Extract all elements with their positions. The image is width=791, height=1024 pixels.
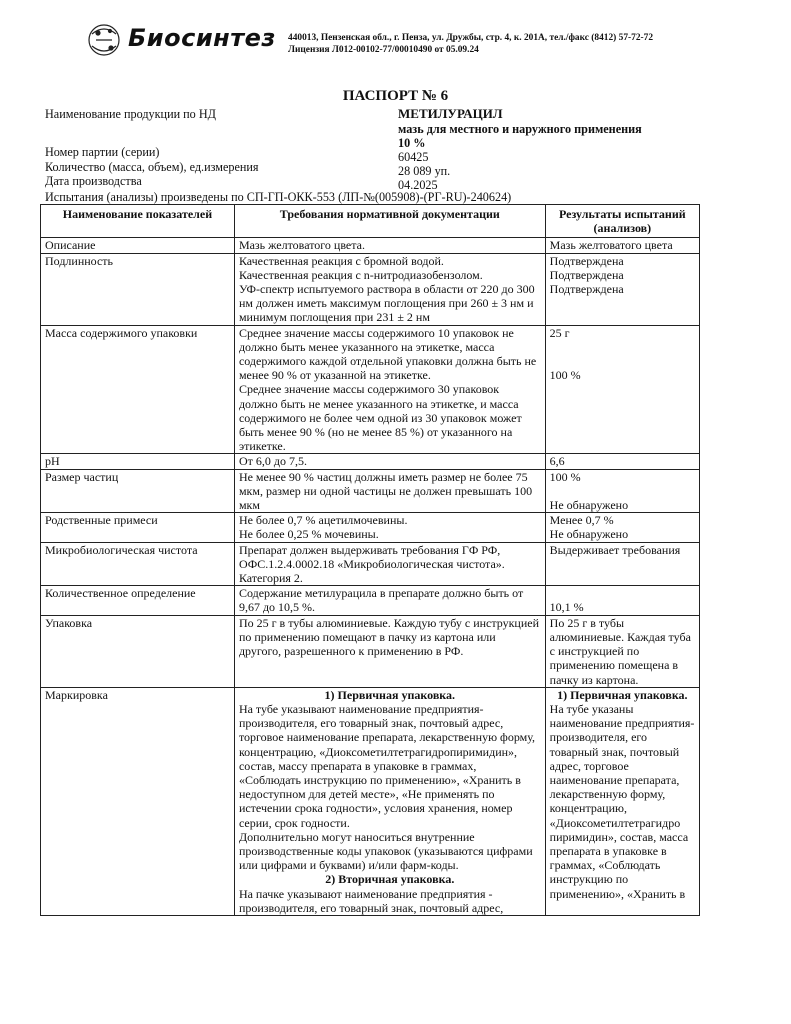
header-indicator: Наименование показателей <box>41 205 235 238</box>
requirement-line: УФ-спектр испытуемого раствора в области от 220 до 300 нм должен иметь максимум поглощения при 260 ± 3 нм и минимум поглощения при 231 ± 2 нм <box>238 282 535 325</box>
table-row <box>41 325 700 454</box>
requirement-line: Не более 0,7 % ацетилмочевины. <box>238 513 408 528</box>
row-name: Размер частиц <box>41 469 235 513</box>
header-results: Результаты испытаний (анализов) <box>545 205 699 238</box>
row-name: Упаковка <box>41 615 235 687</box>
company-address-block <box>288 32 653 56</box>
result-line: 100 % <box>549 367 581 382</box>
result-line: 25 г <box>549 325 570 340</box>
header-requirements: Требования нормативной документации <box>234 205 545 238</box>
row-requirement <box>234 513 545 542</box>
table-row <box>41 542 700 586</box>
product-label: Наименование продукции по НД <box>45 107 216 121</box>
table-row <box>41 615 700 687</box>
row-result <box>545 253 699 325</box>
quantity-label: Количество (масса, объем), ед.измерения <box>45 160 259 174</box>
table-row <box>41 687 700 915</box>
row-requirement <box>234 325 545 454</box>
row-name: Количественное определение <box>41 586 235 615</box>
test-results-table <box>40 204 700 916</box>
result-line: Подтверждена <box>549 267 624 282</box>
company-license: Лицензия Л012-00102-77/00010490 от 05.09.24 <box>288 45 479 55</box>
quantity-value: 28 089 уп. <box>398 164 451 178</box>
result-line: 100 % <box>549 469 581 484</box>
row-result <box>545 469 699 513</box>
result-line: Не обнаружено <box>549 527 629 542</box>
table-row <box>41 586 700 615</box>
company-address: 440013, Пензенская обл., г. Пенза, ул. Дружбы, стр. 4, к. 201А, тел./факс (8412) 57-72-72 <box>288 33 654 43</box>
row-requirement: Не менее 90 % частиц должны иметь размер не более 75 мкм, размер ни одной частицы не должен превышать 100 мкм <box>234 469 545 513</box>
requirement-line: Не более 0,25 % мочевины. <box>238 527 379 542</box>
row-result: По 25 г в тубы алюминиевые. Каждая туба с инструкцией по применению помещена в пачку из картона. <box>545 615 699 687</box>
product-form: мазь для местного и наружного применения <box>398 122 642 136</box>
table-row <box>41 454 700 469</box>
row-name: Описание <box>41 238 235 253</box>
section-heading: 2) Вторичная упаковка. <box>325 872 455 887</box>
result-line: Подтверждена <box>549 253 624 268</box>
row-requirement <box>234 687 545 915</box>
table-row <box>41 469 700 513</box>
requirement-paragraph: Дополнительно могут наноситься внутренние производственные коды упаковок (указываются цифрами или цифрами и буквами) и/или фарм-коды. <box>238 829 533 873</box>
row-requirement: Препарат должен выдерживать требования ГФ РФ, ОФС.1.2.4.0002.18 «Микробиологическая чистота». Категория 2. <box>234 542 545 586</box>
row-name: Микробиологическая чистота <box>41 542 235 586</box>
row-name: Подлинность <box>41 253 235 325</box>
table-row <box>41 513 700 542</box>
row-name: Родственные примеси <box>41 513 235 542</box>
row-result: Выдерживает требования <box>545 542 699 586</box>
result-paragraph: На тубе указаны наименование предприятия-производителя, его товарный знак, почтовый адрес, торговое наименование препарата, лекарственную форму, концентрацию, «Диоксометилтетрагидро пиримидин», состав, масса препарата в упаковке в граммах, «Соблюдать инструкцию по применению», «Хранить в <box>549 701 695 901</box>
requirement-paragraph: На тубе указывают наименование предприятия-производителя, его товарный знак, почтовый адрес, торговое наименование препарата, лекарственную форму, концентрацию, «Диоксометилтетрагидропиримидин», состав, массу препарата в упаковке в граммах, «Соблюдать инструкцию по применению», «Хранить в недоступном для детей месте», «Не применять по истечении срока годности», условия хранения, номер серии, срок годности. <box>238 701 536 830</box>
logo-text: Биосинтез <box>128 24 276 52</box>
passport-title: ПАСПОРТ № 6 <box>342 88 449 104</box>
row-name: Масса содержимого упаковки <box>41 325 235 454</box>
tests-line: Испытания (анализы) произведены по СП-ГП-ОКК-553 (ЛП-№(005908)-(РГ-RU)-240624) <box>45 190 512 204</box>
row-result <box>545 586 699 615</box>
table-row <box>41 253 700 325</box>
row-requirement: От 6,0 до 7,5. <box>234 454 545 469</box>
row-requirement: По 25 г в тубы алюминиевые. Каждую тубу с инструкцией по применению помещают в пачку из картона или другого, разрешенного к применению в РФ. <box>234 615 545 687</box>
row-result <box>545 325 699 454</box>
product-concentration: 10 % <box>398 136 426 150</box>
table-header-row <box>41 205 700 238</box>
result-line: Не обнаружено <box>549 497 629 512</box>
requirement-line: Среднее значение массы содержимого 30 упаковок должно быть не менее указанного на этикетке, и масса содержимого не более чем одной из 30 упаковок может быть менее 90 % (но не менее 85 %) от указанного на этикетке. <box>238 382 522 454</box>
table-row <box>41 238 700 253</box>
row-requirement <box>234 253 545 325</box>
requirement-line: Качественная реакция с n-нитродиазобензолом. <box>238 267 483 282</box>
row-requirement: Содержание метилурацила в препарате должно быть от 9,67 до 10,5 %. <box>234 586 545 615</box>
production-date-value: 04.2025 <box>398 178 438 192</box>
row-result: 6,6 <box>545 454 699 469</box>
production-date-label: Дата производства <box>45 174 142 188</box>
batch-label: Номер партии (серии) <box>45 145 160 159</box>
product-name: МЕТИЛУРАЦИЛ <box>398 106 503 121</box>
row-result <box>545 687 699 915</box>
letterhead <box>84 18 764 62</box>
requirement-line: Качественная реакция с бромной водой. <box>238 253 444 268</box>
section-heading: 1) Первичная упаковка. <box>324 687 456 702</box>
section-heading: 1) Первичная упаковка. <box>557 687 688 702</box>
requirement-paragraph: На пачке указывают наименование предприятия - производителя, его товарный знак, почтовый адрес, <box>238 886 504 915</box>
result-line: Менее 0,7 % <box>549 513 614 528</box>
row-requirement: Мазь желтоватого цвета. <box>234 238 545 253</box>
result-line: 10,1 % <box>549 600 584 615</box>
row-name: Маркировка <box>41 687 235 915</box>
row-result <box>545 513 699 542</box>
result-line: Подтверждена <box>549 282 624 297</box>
requirement-line: Среднее значение массы содержимого 10 упаковок не должно быть менее указанного на этикетке, масса содержимого каждой отдельной упаковки должна быть не менее 90 % от указанной на этикетке. <box>238 325 537 383</box>
batch-value: 60425 <box>398 150 429 164</box>
row-name: pH <box>41 454 235 469</box>
row-result: Мазь желтоватого цвета <box>545 238 699 253</box>
